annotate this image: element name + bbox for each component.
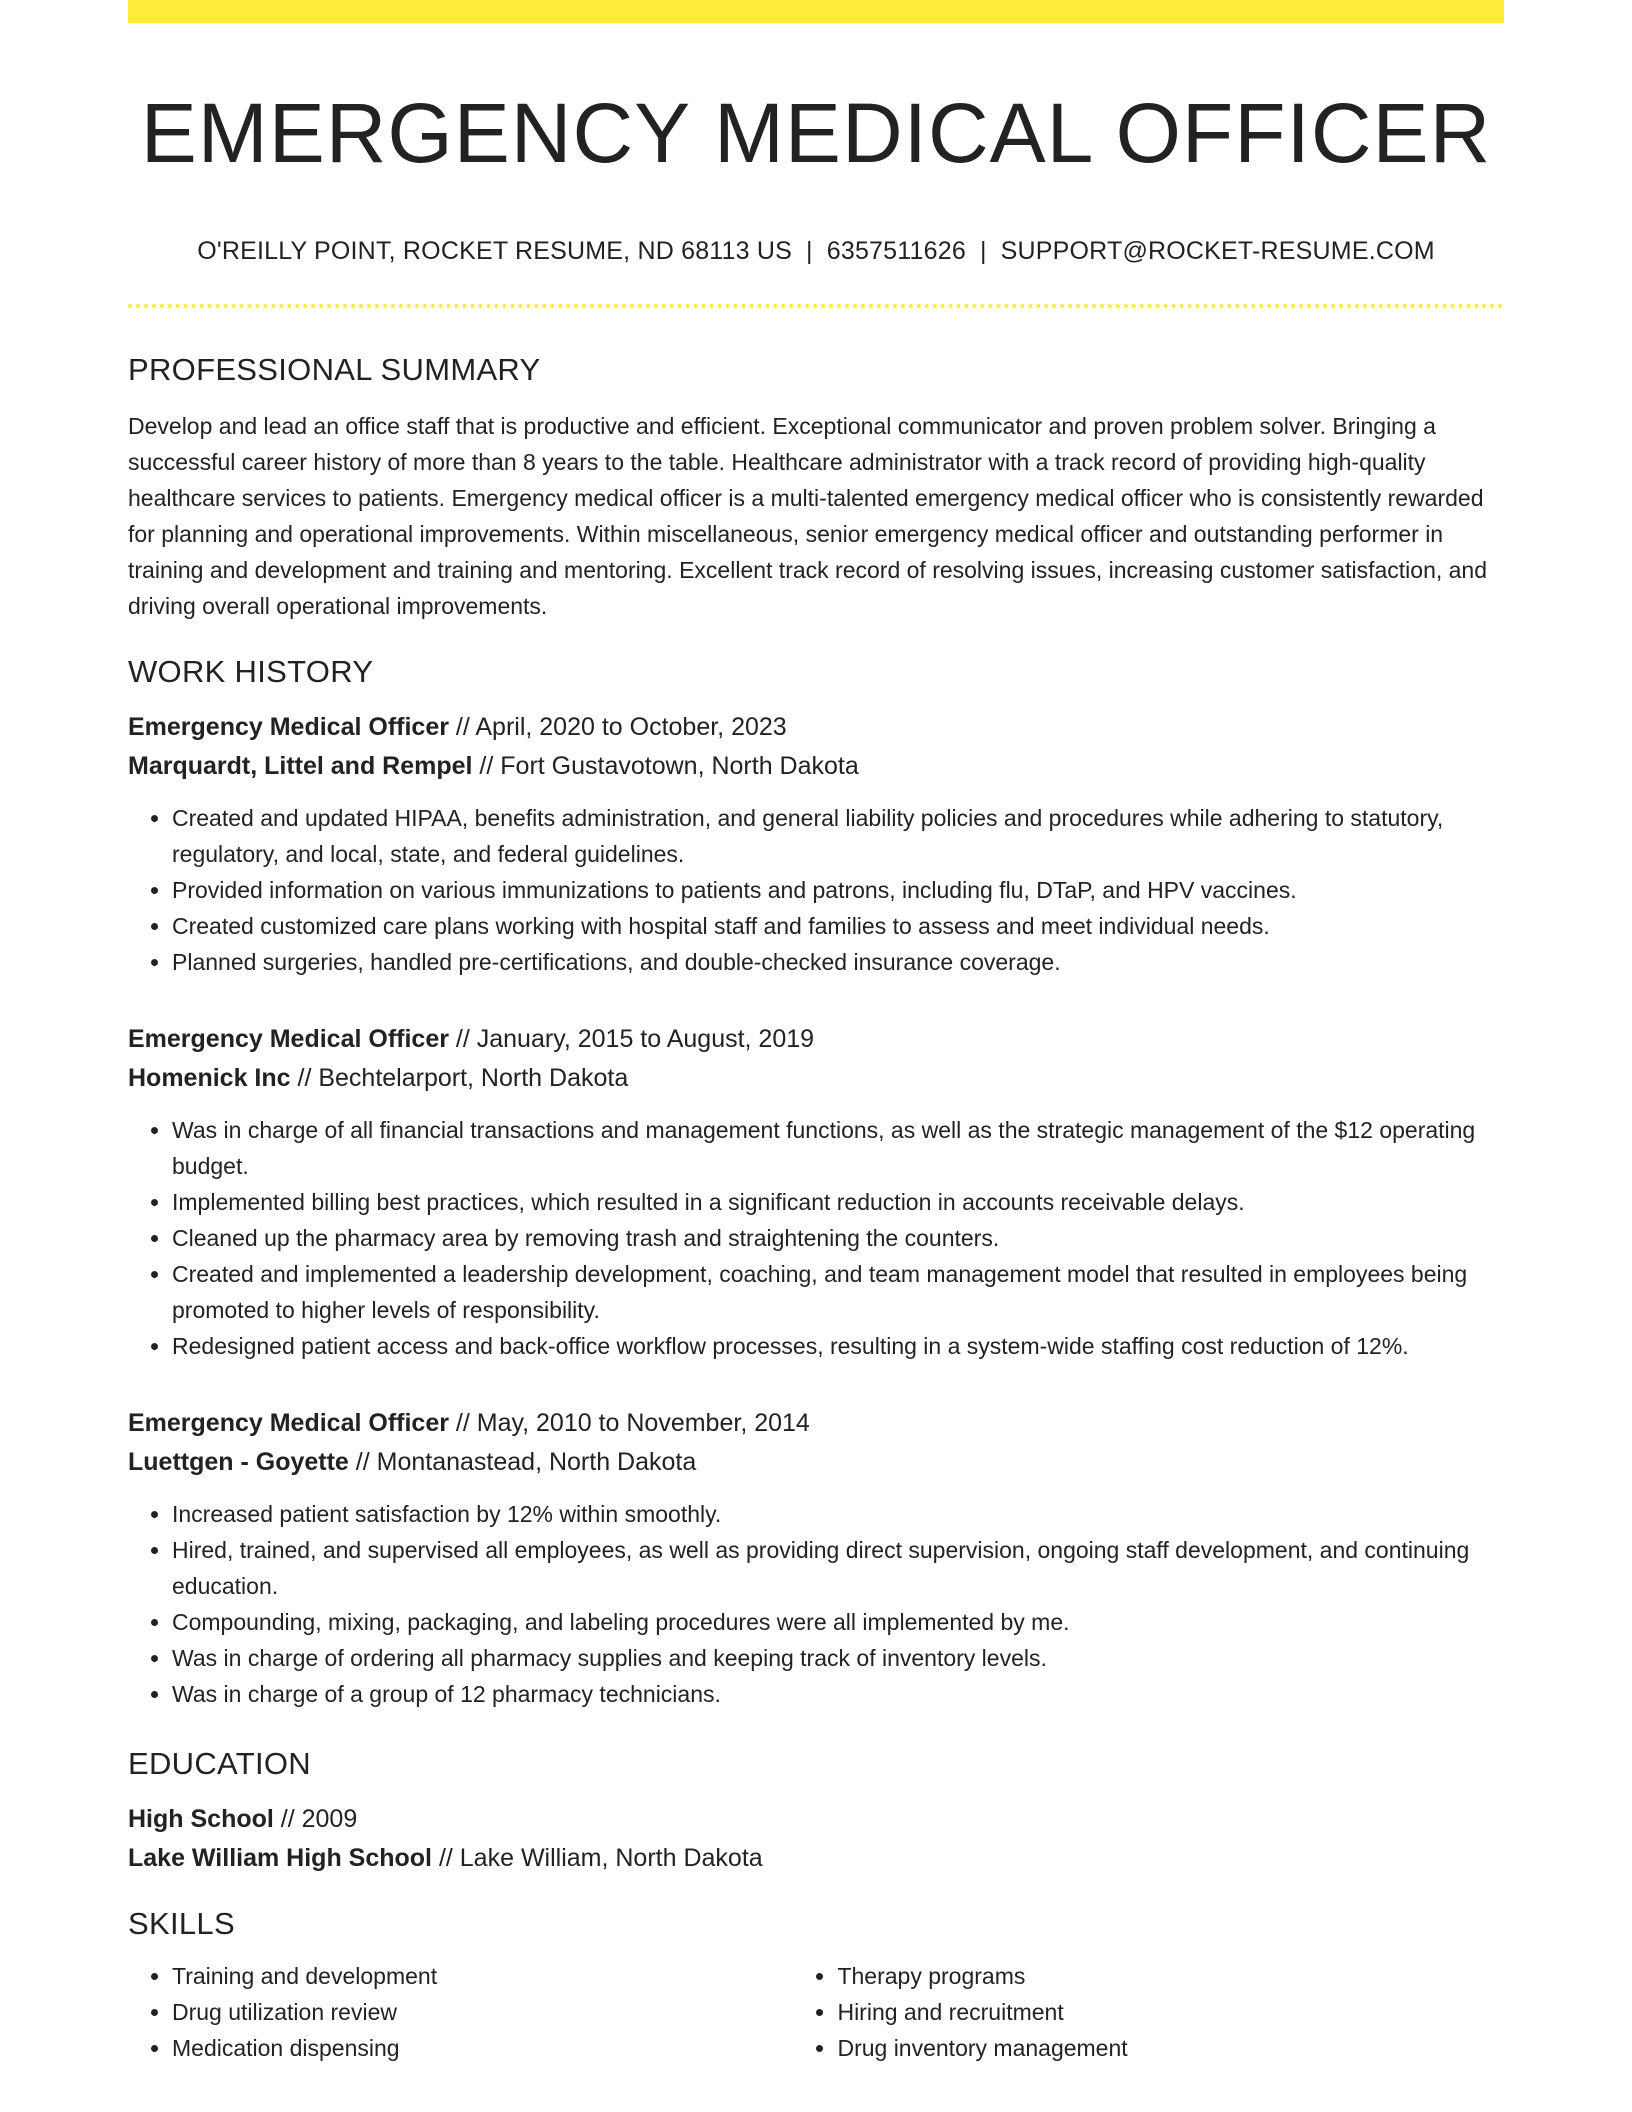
job-company: Homenick Inc (128, 1064, 291, 1092)
job-company-line (128, 747, 1504, 786)
education-degree: High School (128, 1805, 274, 1833)
job-dates: // May, 2010 to November, 2014 (448, 1409, 810, 1437)
contact-separator: | (806, 237, 813, 265)
job-bullet: • Was in charge of all financial transactions and management functions, as well as the strategic management of the $12 operating budget. (172, 1112, 1504, 1184)
job-bullet: • Compounding, mixing, packaging, and labeling procedures were all implemented by me. (172, 1604, 1504, 1640)
job-entry (128, 1020, 1504, 1364)
job-bullet: • Increased patient satisfaction by 12% within smoothly. (172, 1496, 1504, 1532)
job-role-line (128, 1404, 1504, 1443)
job-location: // Montanastead, North Dakota (348, 1448, 697, 1476)
education-heading: EDUCATION (128, 1746, 311, 1781)
education-year: // 2009 (273, 1805, 358, 1833)
job-role: Emergency Medical Officer (128, 713, 449, 741)
job-role: Emergency Medical Officer (128, 1409, 449, 1437)
education-degree-line (128, 1800, 1504, 1839)
job-bullet: • Implemented billing best practices, which resulted in a significant reduction in accounts receivable delays. (172, 1184, 1504, 1220)
job-dates: // April, 2020 to October, 2023 (448, 713, 787, 741)
contact-email[interactable]: SUPPORT@ROCKET-RESUME.COM (1000, 237, 1435, 265)
job-bullet: • Was in charge of ordering all pharmacy supplies and keeping track of inventory levels. (172, 1640, 1504, 1676)
education-entry (128, 1800, 1504, 1878)
dotted-divider (128, 304, 1504, 308)
job-role: Emergency Medical Officer (128, 1025, 449, 1053)
job-dates: // January, 2015 to August, 2019 (448, 1025, 815, 1053)
skill-item: • Medication dispensing (172, 2030, 793, 2066)
job-bullet: • Hired, trained, and supervised all employees, as well as providing direct supervision, ongoing staff development, and continuing education. (172, 1532, 1504, 1604)
skill-item: • Drug inventory management (837, 2030, 1504, 2066)
job-bullet: • Created and updated HIPAA, benefits administration, and general liability policies and procedures while adhering to statutory, regulatory, and local, state, and federal guidelines. (172, 800, 1504, 872)
education-location: // Lake William, North Dakota (432, 1844, 763, 1872)
job-bullet: • Cleaned up the pharmacy area by removing trash and straightening the counters. (172, 1220, 1504, 1256)
skills-heading: SKILLS (128, 1906, 235, 1941)
job-entry (128, 1404, 1504, 1712)
contact-separator: | (979, 237, 987, 265)
job-bullet: • Provided information on various immunizations to patients and patrons, including flu, DTaP, and HPV vaccines. (172, 872, 1504, 908)
job-bullets (128, 800, 1504, 980)
skill-item: • Therapy programs (837, 1958, 1504, 1994)
skills-left-list (128, 1958, 793, 2066)
job-role-line (128, 1020, 1504, 1059)
job-bullets (128, 1112, 1504, 1364)
job-location: // Fort Gustavotown, North Dakota (472, 752, 859, 780)
work-history-heading: WORK HISTORY (128, 654, 374, 689)
job-company-line (128, 1443, 1504, 1482)
job-bullet: • Created and implemented a leadership development, coaching, and team management model that resulted in employees being promoted to higher levels of responsibility. (172, 1256, 1504, 1328)
resume-name: EMERGENCY MEDICAL OFFICER (140, 86, 1492, 180)
skill-item: • Drug utilization review (172, 1994, 793, 2030)
resume-page (128, 0, 1504, 2066)
contact-address: O'REILLY POINT, ROCKET RESUME, ND 68113 US (197, 237, 793, 265)
skill-item: • Training and development (172, 1958, 793, 1994)
contact-line (128, 237, 1504, 266)
job-company-line (128, 1059, 1504, 1098)
job-bullets (128, 1496, 1504, 1712)
job-bullet: • Created customized care plans working with hospital staff and families to assess and meet individual needs. (172, 908, 1504, 944)
job-company: Luettgen - Goyette (128, 1448, 349, 1476)
job-bullet: • Planned surgeries, handled pre-certifications, and double-checked insurance coverage. (172, 944, 1504, 980)
skills-right-list (793, 1958, 1504, 2066)
contact-phone: 6357511626 (826, 237, 966, 265)
education-school: Lake William High School (128, 1844, 432, 1872)
job-role-line (128, 708, 1504, 747)
job-company: Marquardt, Littel and Rempel (128, 752, 473, 780)
summary-text: Develop and lead an office staff that is productive and efficient. Exceptional communicator and proven problem solver. Bringing a successful career history of more than 8 years to the table. Healthcare administrator with a track record of providing high-quality healthcare services to patients. Emergency medical officer is a multi-talented emergency medical officer who is consistently rewarded for planning and operational improvements. Within miscellaneous, senior emergency medical officer and outstanding performer in training and development and training and mentoring. Excellent track record of resolving issues, increasing customer satisfaction, and driving overall operational improvements. (128, 413, 1488, 619)
summary-heading: PROFESSIONAL SUMMARY (128, 352, 541, 387)
job-bullet: • Redesigned patient access and back-office workflow processes, resulting in a system-wide staffing cost reduction of 12%. (172, 1328, 1504, 1364)
top-accent-bar (128, 0, 1504, 23)
job-entry (128, 708, 1504, 980)
skills-columns (128, 1958, 1504, 2066)
education-school-line (128, 1839, 1504, 1878)
job-location: // Bechtelarport, North Dakota (290, 1064, 629, 1092)
job-bullet: • Was in charge of a group of 12 pharmacy technicians. (172, 1676, 1504, 1712)
skill-item: • Hiring and recruitment (837, 1994, 1504, 2030)
